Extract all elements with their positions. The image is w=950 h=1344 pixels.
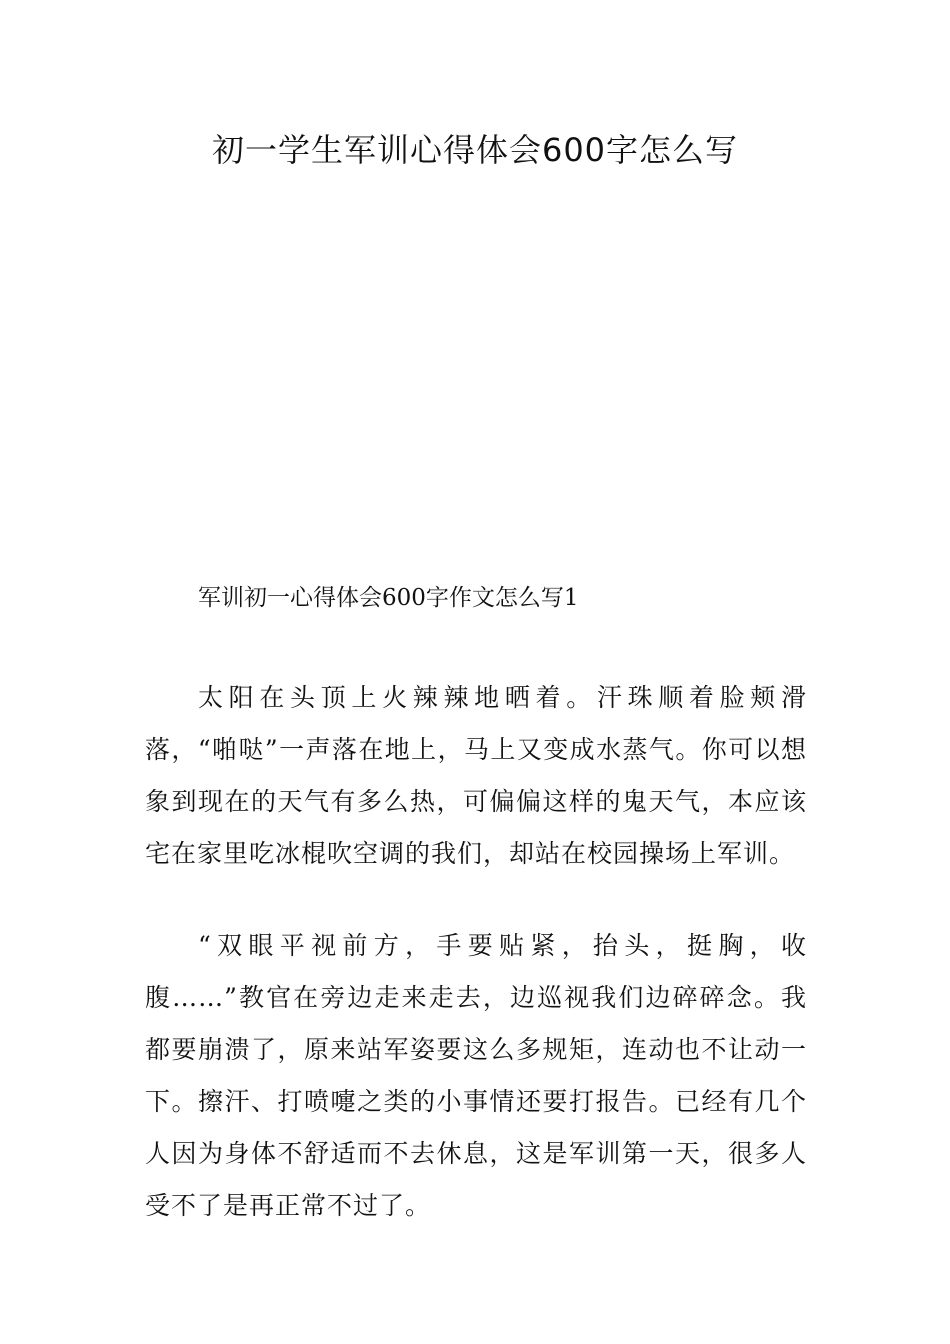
section-heading: 军训初一心得体会600字作文怎么写1 [198, 585, 579, 611]
paragraph-2: “双眼平视前方，手要贴紧，抬头，挺胸，收腹……”教官在旁边走来走去，边巡视我们边碎碎念。我都要崩溃了，原来站军姿要这么多规矩，连动也不让动一下。擦汗、打喷嚏之类的小事情还要打报告。已经有几个人因为身体不舒适而不去休息，这是军训第一天，很多人受不了是再正常不过了。 [145, 931, 807, 1220]
document-title: 初一学生军训心得体会600字怎么写 [211, 131, 739, 169]
paragraph-1: 太阳在头顶上火辣辣地晒着。汗珠顺着脸颊滑落，“啪哒”一声落在地上，马上又变成水蒸气。你可以想象到现在的天气有多么热，可偏偏这样的鬼天气，本应该宅在家里吃冰棍吹空调的我们，却站在校园操场上军训。 [145, 683, 807, 868]
